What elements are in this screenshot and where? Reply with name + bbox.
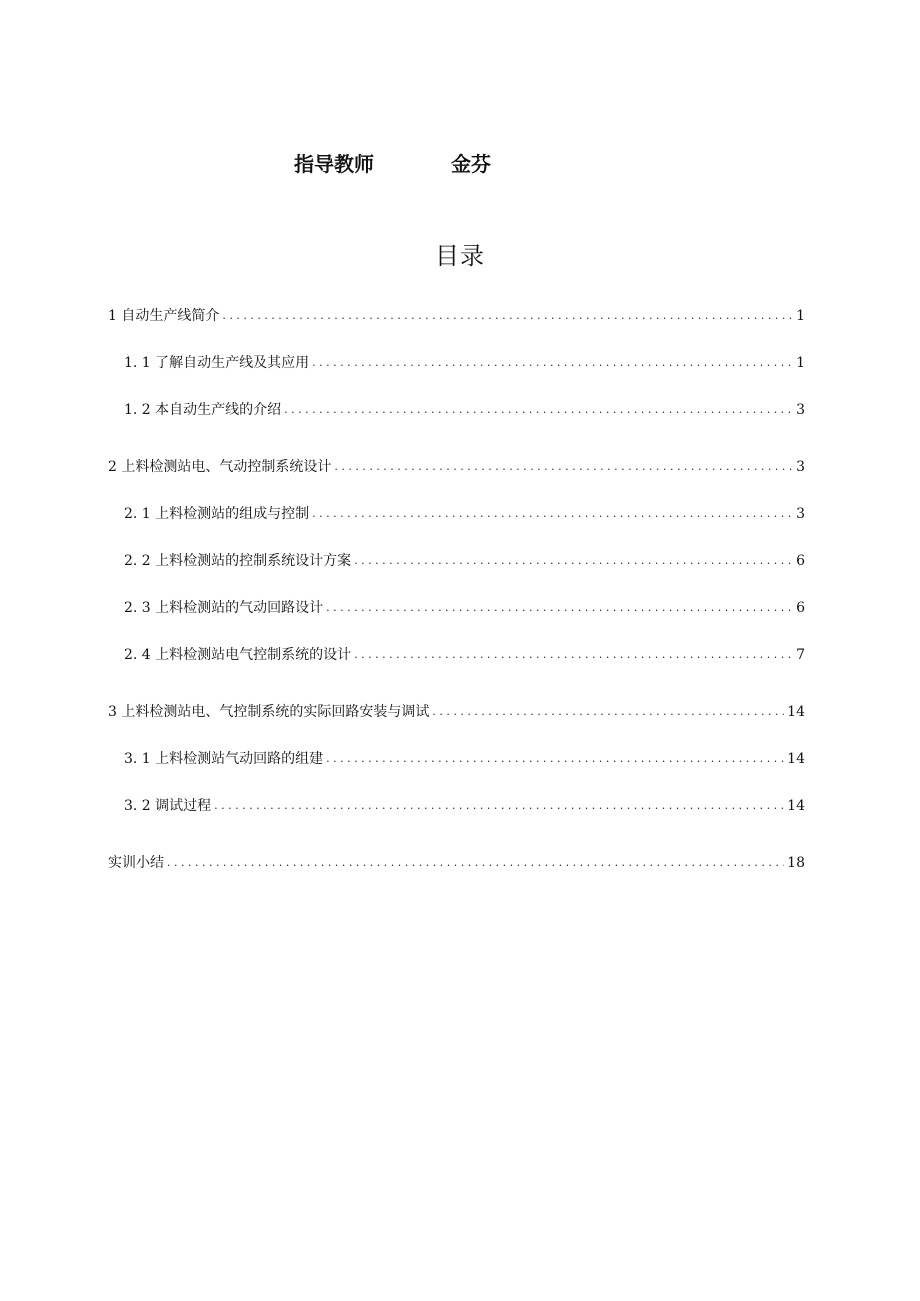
- toc-entry[interactable]: [108, 305, 805, 325]
- toc-leader: [167, 854, 784, 870]
- toc-entry-page: 3: [796, 402, 805, 418]
- toc-entry-page: 14: [787, 704, 805, 720]
- toc-leader: [354, 552, 793, 568]
- toc-entry[interactable]: [108, 852, 805, 872]
- toc-entry[interactable]: [124, 503, 805, 523]
- toc-leader: [222, 307, 793, 323]
- toc-entry[interactable]: [124, 550, 805, 570]
- toc-entry[interactable]: [124, 644, 805, 664]
- toc-entry[interactable]: [124, 748, 805, 768]
- toc-entry-label: 1 自动生产线简介: [108, 308, 220, 324]
- toc-entry-page: 1: [796, 308, 805, 324]
- toc-entry-label: 2. 2 上料检测站的控制系统设计方案: [124, 553, 352, 569]
- toc-entry-page: 6: [796, 600, 805, 616]
- toc-title: 目录: [435, 242, 485, 270]
- toc-entry-label: 1. 1 了解自动生产线及其应用: [124, 355, 310, 371]
- toc-entry[interactable]: [124, 795, 805, 815]
- toc-leader: [326, 750, 784, 766]
- toc-entry-page: 6: [796, 553, 805, 569]
- toc-entry-page: 14: [787, 798, 805, 814]
- toc-entry-label: 1. 2 本自动生产线的介绍: [124, 402, 282, 418]
- toc-entry-label: 2 上料检测站电、气动控制系统设计: [108, 459, 332, 475]
- toc-entry[interactable]: [108, 701, 805, 721]
- toc-entry[interactable]: [124, 352, 805, 372]
- toc-leader: [312, 354, 793, 370]
- toc-entry[interactable]: [108, 456, 805, 476]
- toc-entry-label: 3. 2 调试过程: [124, 798, 212, 814]
- toc-leader: [354, 646, 793, 662]
- toc-leader: [334, 458, 793, 474]
- toc-leader: [312, 505, 793, 521]
- toc-entry-label: 实训小结: [108, 855, 164, 871]
- toc-entry-page: 1: [796, 355, 805, 371]
- toc-entry[interactable]: [124, 597, 805, 617]
- toc-entry-label: 2. 4 上料检测站电气控制系统的设计: [124, 647, 352, 663]
- toc-leader: [284, 401, 793, 417]
- toc-entry-label: 2. 1 上料检测站的组成与控制: [124, 506, 310, 522]
- toc-entry-page: 3: [796, 506, 805, 522]
- toc-entry-page: 3: [796, 459, 805, 475]
- toc-entry-label: 3. 1 上料检测站气动回路的组建: [124, 751, 324, 767]
- toc-leader: [326, 599, 793, 615]
- toc-leader: [214, 797, 784, 813]
- advisor-name: 金芬: [451, 152, 491, 176]
- toc-entry[interactable]: [124, 399, 805, 419]
- toc-leader: [432, 703, 784, 719]
- toc-entry-page: 18: [787, 855, 805, 871]
- toc-entry-label: 3 上料检测站电、气控制系统的实际回路安装与调试: [108, 704, 430, 720]
- toc-entry-page: 7: [796, 647, 805, 663]
- toc-entry-label: 2. 3 上料检测站的气动回路设计: [124, 600, 324, 616]
- advisor-label: 指导教师: [294, 152, 374, 176]
- toc-entry-page: 14: [787, 751, 805, 767]
